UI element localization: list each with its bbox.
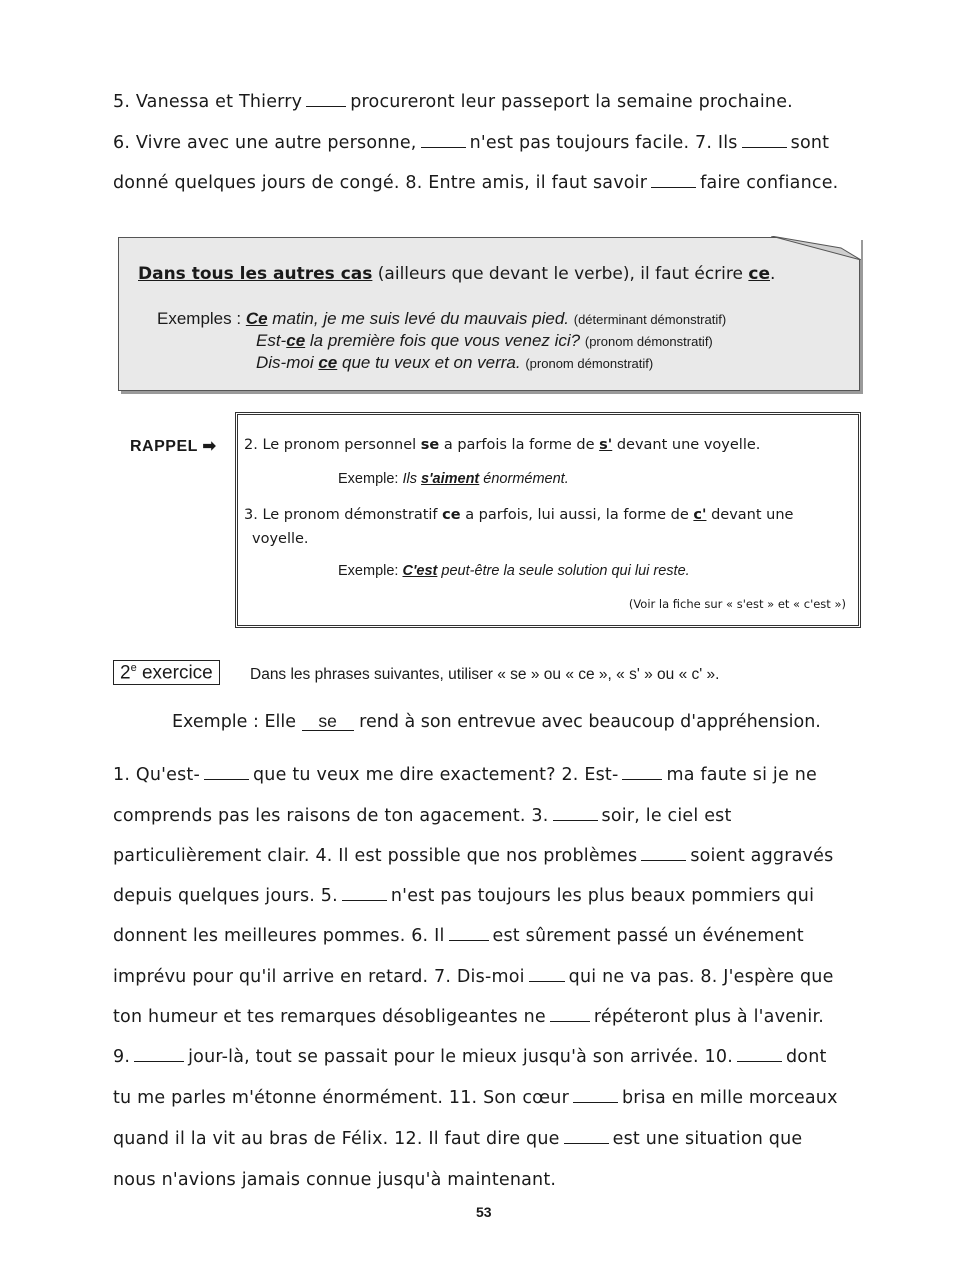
exercise-line: quand il la vit au bras de Félix. 12. Il faut dire que est une situation que (113, 1129, 803, 1149)
exercise-line-5: 5. Vanessa et Thierry procureront leur passeport la semaine prochaine. (113, 92, 793, 112)
exercise-line: ton humeur et tes remarques désobligeantes ne répéteront plus à l'avenir. (113, 1007, 825, 1027)
blank[interactable] (651, 186, 696, 188)
rappel-label: RAPPEL ➡ (130, 438, 217, 455)
exercise-line: imprévu pour qu'il arrive en retard. 7. Dis-moi qui ne va pas. 8. J'espère que (113, 967, 834, 987)
rule-box (118, 237, 860, 391)
exercise-line: 1. Qu'est- que tu veux me dire exactement? 2. Est- ma faute si je ne (113, 765, 817, 785)
blank[interactable] (449, 939, 489, 941)
rappel-box (235, 412, 861, 628)
rappel-item-3: 3. Le pronom démonstratif ce a parfois, lui aussi, la forme de c' devant une (244, 507, 794, 523)
blank[interactable] (641, 859, 686, 861)
exercise-line-8: donné quelques jours de congé. 8. Entre amis, il faut savoir faire confiance. (113, 173, 839, 193)
blank[interactable] (550, 1020, 590, 1022)
page-fold-icon (771, 236, 861, 260)
blank[interactable] (742, 146, 787, 148)
exercise-line-6-7: 6. Vivre avec une autre personne, n'est pas toujours facile. 7. Ils sont (113, 133, 830, 153)
blank[interactable] (573, 1101, 618, 1103)
exercise-line: 9. jour-là, tout se passait pour le mieux jusqu'à son arrivée. 10. dont (113, 1047, 827, 1067)
blank[interactable] (421, 146, 466, 148)
exercise-line: nous n'avions jamais connue jusqu'à maintenant. (113, 1170, 557, 1190)
blank[interactable] (529, 980, 565, 982)
rule-example-1: Exemples : Ce matin, je me suis levé du mauvais pied. (déterminant démonstratif) (157, 309, 727, 328)
rappel-example-2: Exemple: Ils s'aiment énormément. (338, 471, 569, 487)
rappel-item-3-cont: voyelle. (252, 531, 309, 547)
exercise-line: donnent les meilleures pommes. 6. Il est sûrement passé un événement (113, 926, 804, 946)
exercise-line: particulièrement clair. 4. Il est possible que nos problèmes soient aggravés (113, 846, 834, 866)
blank[interactable] (342, 899, 387, 901)
sample-answer: se (302, 712, 354, 731)
exercise-line: comprends pas les raisons de ton agacement. 3. soir, le ciel est (113, 806, 732, 826)
exercise-line: depuis quelques jours. 5. n'est pas toujours les plus beaux pommiers qui (113, 886, 815, 906)
rappel-example-3: Exemple: C'est peut-être la seule solution qui lui reste. (338, 563, 690, 579)
exercise-line: tu me parles m'étonne énormément. 11. Son cœur brisa en mille morceaux (113, 1088, 838, 1108)
rappel-item-2: 2. Le pronom personnel se a parfois la forme de s' devant une voyelle. (244, 437, 761, 453)
rule-example-2: Est-ce la première fois que vous venez ici? (pronom démonstratif) (256, 331, 713, 350)
rappel-note: (Voir la fiche sur « s'est » et « c'est ») (628, 597, 846, 611)
rule-example-3: Dis-moi ce que tu veux et on verra. (pronom démonstratif) (256, 353, 654, 372)
exercise-sample: Exemple : Elle se rend à son entrevue avec beaucoup d'appréhension. (172, 711, 821, 732)
rule-title: Dans tous les autres cas (ailleurs que devant le verbe), il faut écrire ce. (138, 264, 776, 284)
blank[interactable] (306, 105, 346, 107)
blank[interactable] (134, 1060, 184, 1062)
blank[interactable] (737, 1060, 782, 1062)
blank[interactable] (553, 819, 598, 821)
exercise-instruction: Dans les phrases suivantes, utiliser « se » ou « ce », « s' » ou « c' ». (250, 666, 720, 683)
blank[interactable] (204, 778, 249, 780)
exercise-badge: 2e exercice (113, 660, 220, 685)
page-number: 53 (476, 1204, 492, 1220)
blank[interactable] (622, 778, 662, 780)
blank[interactable] (564, 1142, 609, 1144)
